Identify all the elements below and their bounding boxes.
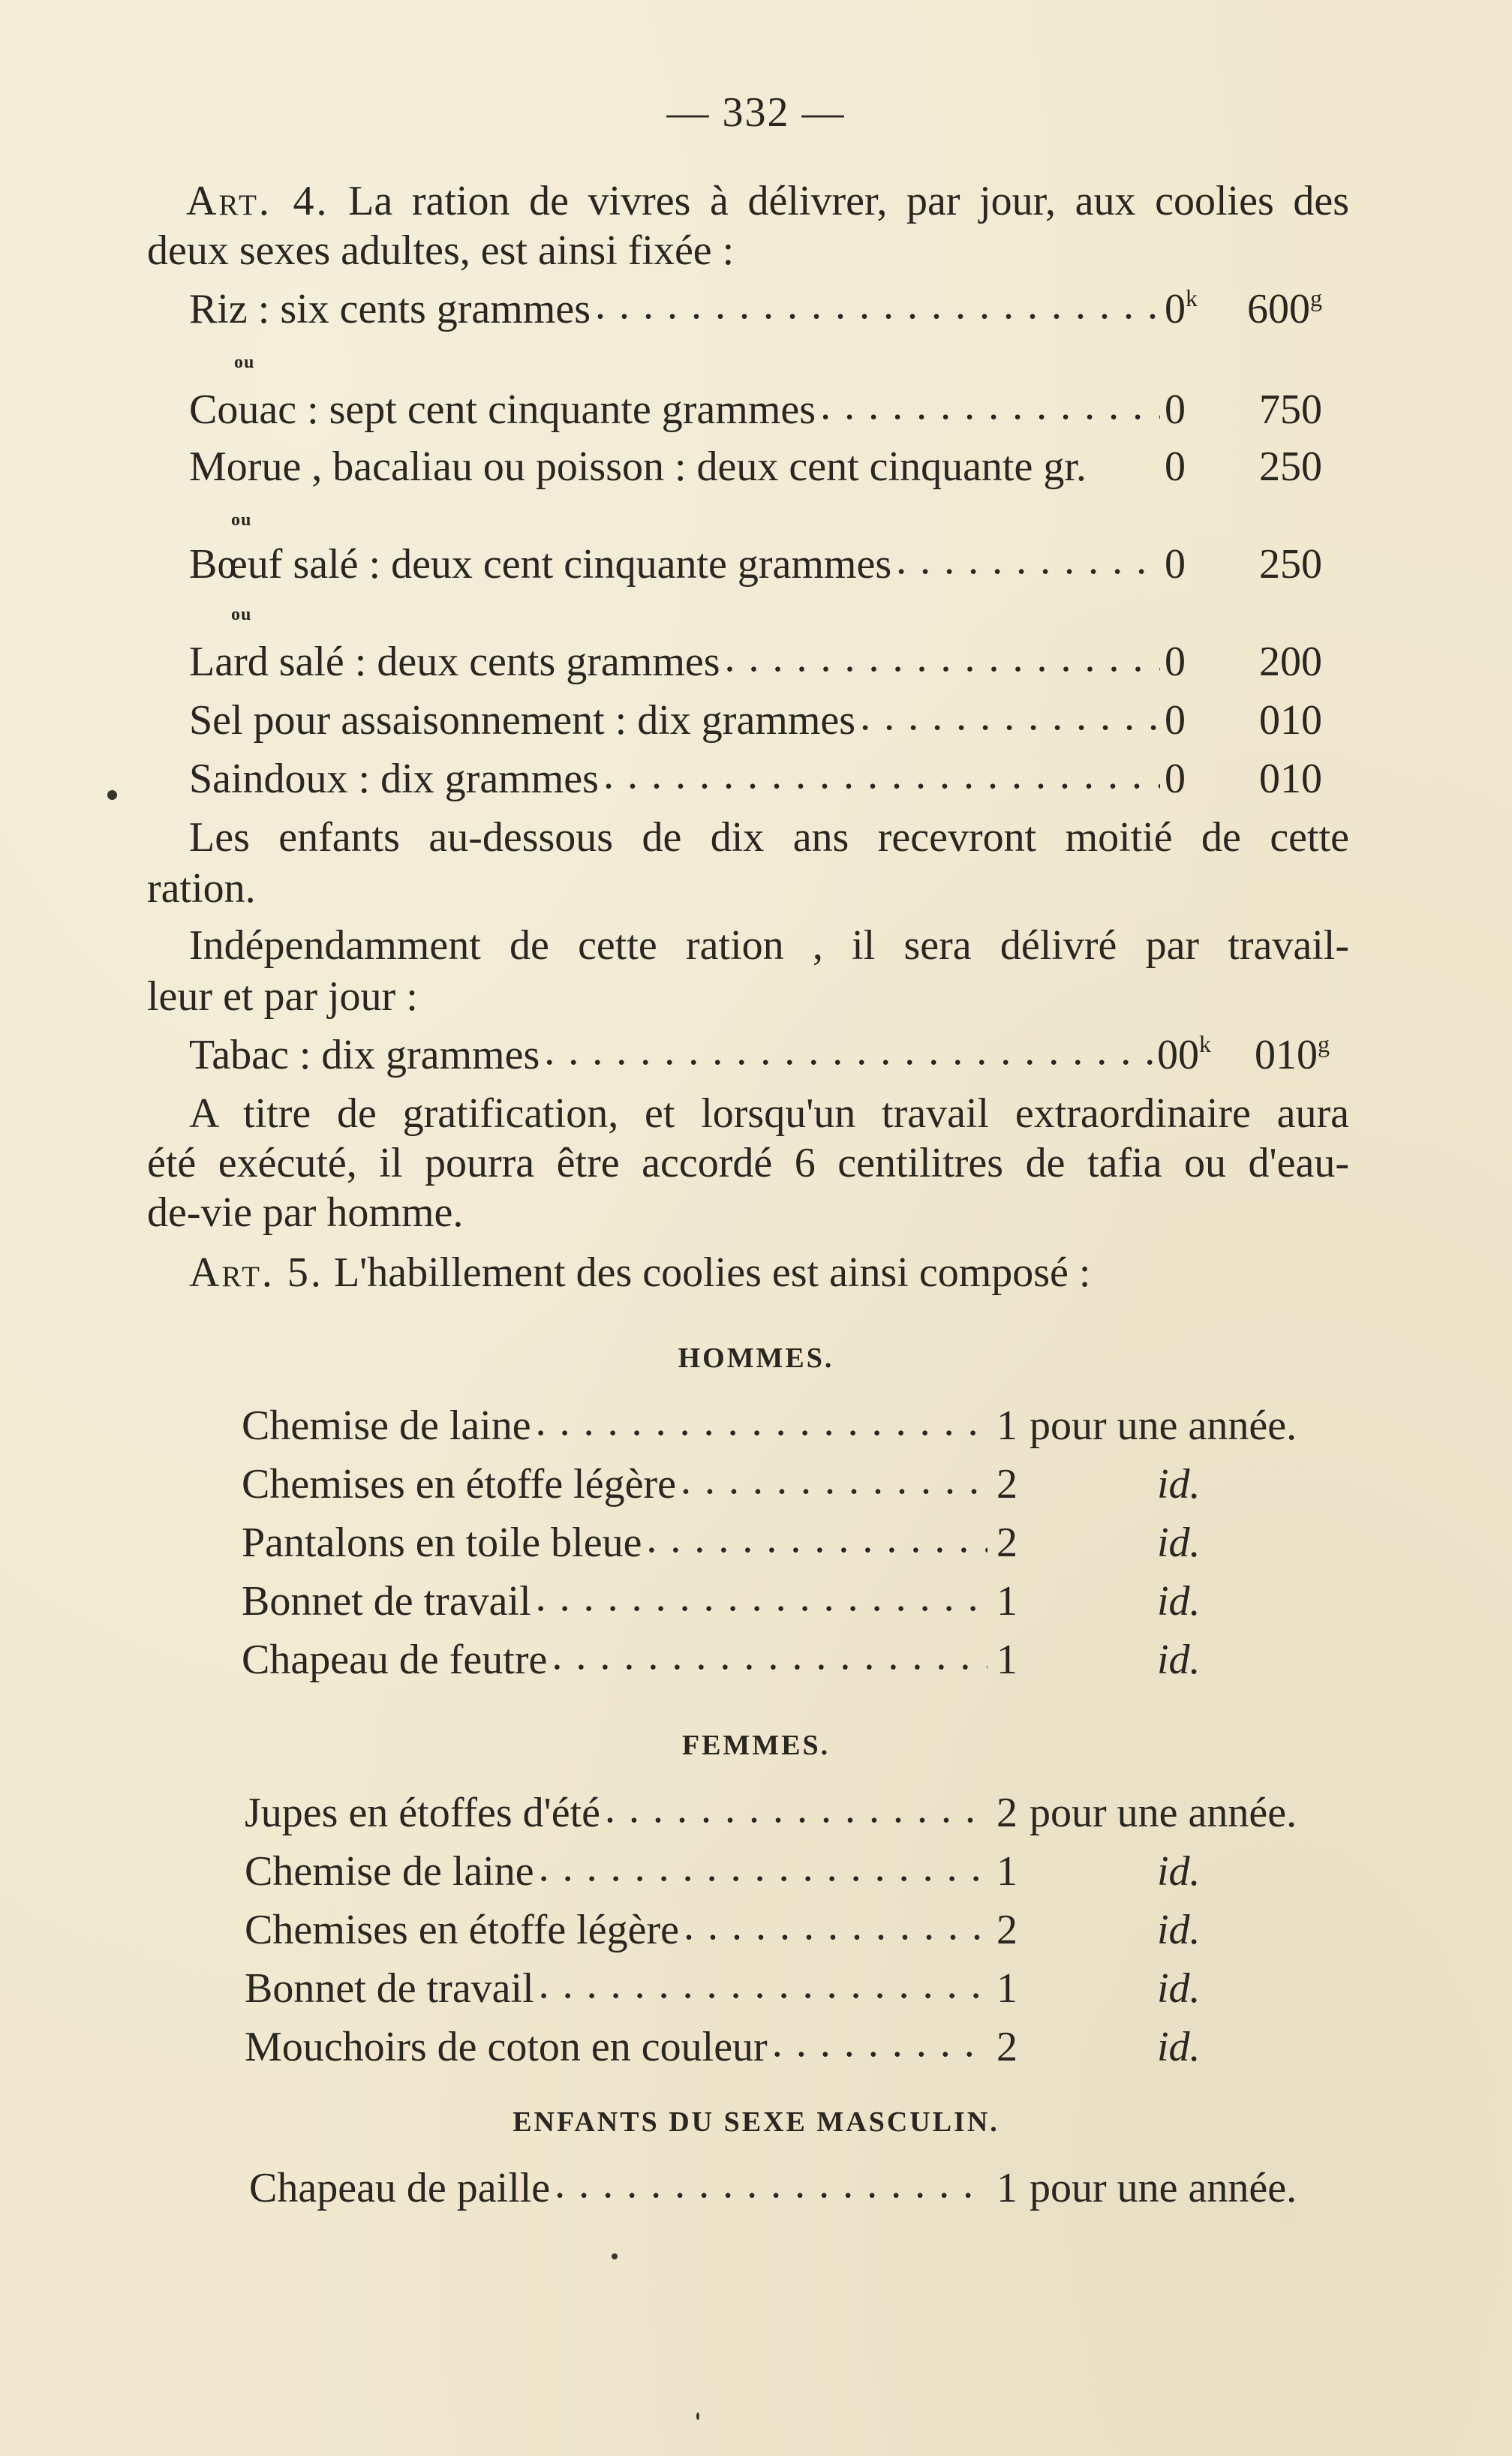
clothing-qty: 1 — [996, 1578, 1018, 1625]
amount-g: 750 — [1259, 386, 1322, 433]
clothing-row — [242, 1573, 1352, 1630]
clothing-row — [245, 1784, 1352, 1841]
section-heading-enfants: ENFANTS DU SEXE MASCULIN. — [513, 2106, 999, 2138]
dot-leader — [539, 1843, 987, 1885]
amount-kg: 0 — [1165, 639, 1186, 685]
clothing-label: Jupes en étoffes d'été — [245, 1790, 601, 1836]
unit-kg: k — [1199, 1030, 1211, 1057]
ou-separator: ou — [231, 510, 252, 530]
ration-amount — [1165, 536, 1322, 593]
ration-amount — [1165, 692, 1322, 749]
dot-leader — [555, 2160, 987, 2202]
ration-label: Morue , bacaliau ou poisson : deux cent cinquante gr. — [189, 443, 1087, 490]
clothing-row — [242, 1631, 1352, 1688]
clothing-qty: 1 — [996, 2165, 1018, 2211]
clothing-note: pour une année. — [1030, 2165, 1297, 2211]
clothing-note: id. — [1157, 1848, 1201, 1895]
dot-leader — [536, 1397, 987, 1439]
unit-g: g — [1310, 284, 1322, 311]
clothing-qty: 2 — [996, 2024, 1018, 2070]
ration-row-boeuf — [189, 536, 1322, 593]
ration-row-morue — [189, 438, 1322, 495]
dot-leader — [544, 1027, 1153, 1069]
amount-g: 600 — [1247, 286, 1310, 332]
art4-intro-line2: deux sexes adultes, est ainsi fixée : — [147, 227, 735, 274]
amount-g: 010 — [1259, 756, 1322, 802]
dot-leader — [646, 1514, 987, 1556]
art4-intro-text: La ration de vivres à délivrer, par jour, aux coolies des — [348, 178, 1350, 224]
clothing-label: Chemises en étoffe légère — [245, 1907, 679, 1953]
amount-kg: 0 — [1165, 697, 1186, 744]
dot-leader — [552, 1631, 987, 1673]
clothing-row — [242, 1397, 1352, 1454]
clothing-row — [249, 2160, 1352, 2217]
clothing-qty: 2 — [996, 1790, 1018, 1836]
clothing-label: Chapeau de paille — [249, 2165, 551, 2211]
clothing-qty: 1 — [996, 1402, 1018, 1449]
ration-row-saindoux — [189, 750, 1322, 807]
grat-line2: été exécuté, il pourra être accordé 6 centilitres de tafia ou d'eau- — [147, 1140, 1349, 1186]
ration-label: Riz : six cents grammes — [189, 286, 591, 332]
ou-separator: ou — [234, 353, 255, 372]
ration-amount — [1165, 281, 1322, 338]
clothing-label: Chemise de laine — [245, 1848, 534, 1895]
dot-leader — [681, 1456, 987, 1498]
clothing-note: id. — [1157, 1637, 1201, 1683]
dot-leader — [820, 381, 1160, 423]
dot-leader — [684, 1901, 987, 1943]
grat-line1: A titre de gratification, et lorsqu'un travail extraordinaire aura — [189, 1090, 1349, 1137]
clothing-row — [245, 1960, 1352, 2017]
children-line2: ration. — [147, 865, 256, 912]
clothing-label: Bonnet de travail — [245, 1965, 534, 2012]
art4-intro-line1 — [186, 173, 1349, 230]
clothing-qty: 2 — [996, 1520, 1018, 1566]
ration-row-sel — [189, 692, 1322, 749]
unit-g: g — [1318, 1030, 1330, 1057]
art5-label: Art. 5. — [189, 1249, 323, 1296]
clothing-note: id. — [1157, 1965, 1201, 2012]
art5-intro-text: L'habillement des coolies est ainsi composé : — [333, 1249, 1091, 1296]
dot-leader — [603, 750, 1160, 792]
clothing-note: pour une année. — [1030, 1402, 1297, 1449]
ration-label: Bœuf salé : deux cent cinquante grammes — [189, 541, 892, 588]
ration-amount — [1165, 381, 1322, 438]
dot-leader — [896, 536, 1160, 578]
ration-label: Couac : sept cent cinquante grammes — [189, 386, 816, 433]
dot-leader — [725, 633, 1160, 675]
dot-leader — [595, 281, 1160, 323]
clothing-qty: 2 — [996, 1907, 1018, 1953]
amount-kg: 0 — [1165, 756, 1186, 802]
art4-label: Art. 4. — [186, 178, 329, 224]
page-number: — 332 — — [666, 89, 846, 136]
ration-amount — [1165, 750, 1322, 807]
grat-line3: de-vie par homme. — [147, 1189, 464, 1236]
amount-g: 010 — [1259, 697, 1322, 744]
amount-g: 250 — [1259, 443, 1322, 490]
amount-kg: 0 — [1165, 286, 1186, 332]
ration-label: Lard salé : deux cents grammes — [189, 639, 720, 685]
ink-speck — [612, 2253, 618, 2259]
clothing-note: id. — [1157, 1461, 1201, 1508]
clothing-label: Bonnet de travail — [242, 1578, 531, 1625]
clothing-label: Chapeau de feutre — [242, 1637, 548, 1683]
clothing-row — [245, 1901, 1352, 1958]
ration-label: Sel pour assaisonnement : dix grammes — [189, 697, 856, 744]
art5-intro — [189, 1244, 1090, 1301]
clothing-qty: 1 — [996, 1965, 1018, 2012]
clothing-row — [245, 2019, 1352, 2076]
clothing-note: id. — [1157, 2024, 1201, 2070]
amount-g: 250 — [1259, 541, 1322, 588]
ration-label: Tabac : dix grammes — [189, 1032, 540, 1078]
ink-speck — [107, 790, 117, 800]
clothing-qty: 2 — [996, 1461, 1018, 1508]
dot-leader — [860, 692, 1160, 734]
clothing-label: Chemises en étoffe légère — [242, 1461, 676, 1508]
dot-leader — [772, 2019, 987, 2061]
ration-amount — [1165, 633, 1322, 690]
clothing-row — [245, 1843, 1352, 1900]
clothing-row — [242, 1456, 1352, 1513]
amount-g: 200 — [1259, 639, 1322, 685]
amount-kg: 0 — [1165, 443, 1186, 490]
amount-kg: 0 — [1165, 541, 1186, 588]
ink-speck — [696, 2412, 699, 2420]
clothing-row — [242, 1514, 1352, 1571]
amount-kg: 0 — [1165, 386, 1186, 433]
clothing-label: Chemise de laine — [242, 1402, 531, 1449]
ration-row-riz — [189, 281, 1322, 338]
dot-leader — [536, 1573, 987, 1615]
ration-amount — [1157, 1027, 1330, 1084]
unit-kg: k — [1186, 284, 1198, 311]
amount-kg: 00 — [1157, 1032, 1199, 1078]
clothing-note: id. — [1157, 1520, 1201, 1566]
dot-leader — [539, 1960, 987, 2002]
clothing-label: Mouchoirs de coton en couleur — [245, 2024, 768, 2070]
clothing-label: Pantalons en toile bleue — [242, 1520, 642, 1566]
clothing-note: id. — [1157, 1578, 1201, 1625]
clothing-note: pour une année. — [1030, 1790, 1297, 1836]
section-heading-hommes: HOMMES. — [678, 1342, 834, 1374]
amount-g: 010 — [1255, 1032, 1318, 1078]
clothing-qty: 1 — [996, 1848, 1018, 1895]
tabac-row — [189, 1027, 1330, 1084]
ration-row-lard — [189, 633, 1322, 690]
dot-leader — [605, 1784, 987, 1826]
indep-line2: leur et par jour : — [147, 973, 418, 1020]
children-line1: Les enfants au-dessous de dix ans recevront moitié de cette — [189, 814, 1349, 861]
section-heading-femmes: FEMMES. — [681, 1730, 831, 1761]
ration-row-couac — [189, 381, 1322, 438]
ration-amount — [1165, 438, 1322, 495]
clothing-qty: 1 — [996, 1637, 1018, 1683]
clothing-note: id. — [1157, 1907, 1201, 1953]
indep-line1: Indépendamment de cette ration , il sera délivré par travail- — [189, 922, 1349, 969]
ration-label: Saindoux : dix grammes — [189, 756, 599, 802]
ou-separator: ou — [231, 605, 252, 624]
